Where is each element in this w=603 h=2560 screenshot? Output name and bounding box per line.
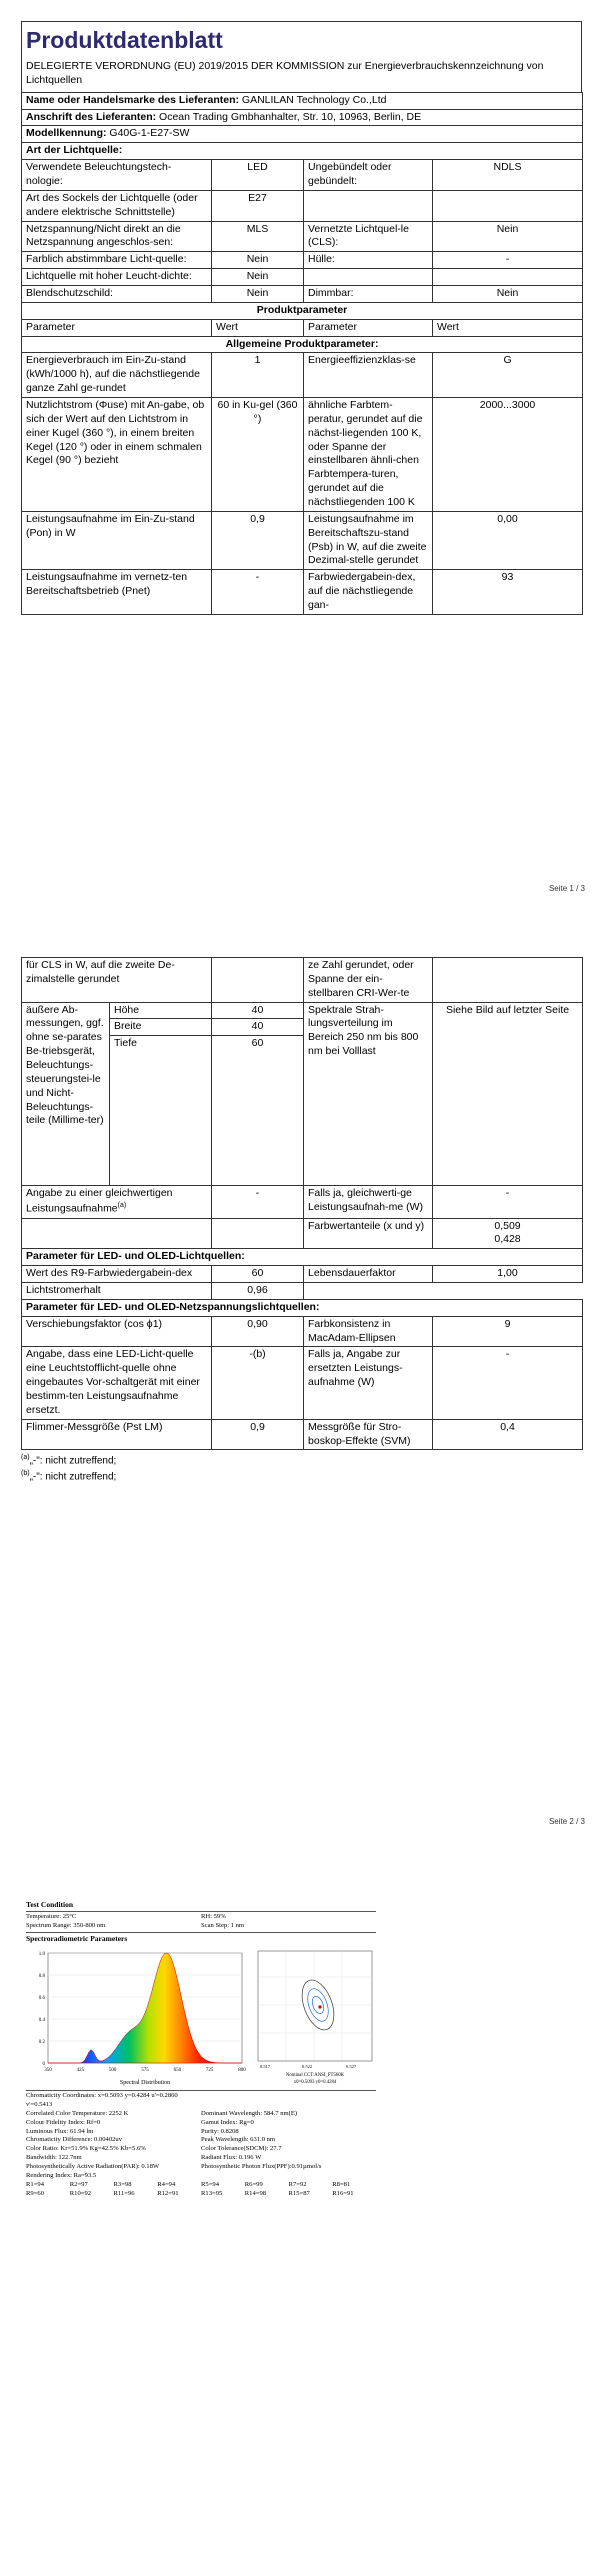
chart-area xyxy=(26,1947,376,2087)
pnet-value: - xyxy=(212,570,304,615)
product-params-heading: Produktparameter xyxy=(22,302,583,319)
spec-value: Purity: 0.8208 xyxy=(201,2127,239,2135)
spec-line xyxy=(26,2172,376,2181)
spec-line xyxy=(26,2145,376,2154)
cct-label: ähnliche Farbtem-peratur, gerundet auf die nächst-liegenden 100 K, oder Spanne der einstellbaren ähnli-chen Farbtempera-turen, gerundet auf die nächstliegenden 100 K xyxy=(304,397,433,511)
glare-label: Blendschutzschild: xyxy=(22,285,212,302)
r-index: R11=96 xyxy=(113,2189,135,2197)
r-index: R9=60 xyxy=(26,2189,45,2197)
spec-value xyxy=(201,2172,376,2181)
table-row xyxy=(22,221,583,252)
spec-value: Photosynthetically Active Radiation(PAR): 0.18W xyxy=(26,2163,160,2171)
cri-value: 93 xyxy=(433,570,583,615)
flux-value: 60 in Ku-gel (360 °) xyxy=(212,397,304,511)
chroma-values xyxy=(433,1218,583,1249)
flicker-label: Flimmer-Messgröße (Pst LM) xyxy=(22,1419,212,1450)
psb-value: 0,00 xyxy=(433,511,583,569)
cie-caption: Nominal CCT:ANSI_FT560K xyxy=(285,2073,345,2079)
unbundled-label: Ungebündelt oder gebündelt: xyxy=(304,160,433,191)
spec-line xyxy=(26,2128,376,2137)
cls-value: Nein xyxy=(433,221,583,252)
scan-step: Scan Step: 1 nm xyxy=(201,1922,245,1930)
footnote-a-text: „-": nicht zutreffend; xyxy=(29,1455,117,1467)
width-value: 40 xyxy=(212,1019,304,1036)
footnote-b-text: „-": nicht zutreffend; xyxy=(29,1471,117,1483)
spd-value: Siehe Bild auf letzter Seite xyxy=(433,1002,583,1186)
x-tick-label: 500 xyxy=(108,2068,117,2074)
spec-line xyxy=(26,2119,376,2128)
tunable-label: Farblich abstimmbare Licht-quelle: xyxy=(22,252,212,269)
table-row xyxy=(22,1266,583,1283)
spectral-report xyxy=(26,1900,376,2199)
equiv-label-text: Angabe zu einer gleichwertigen Leistungsaufnahme xyxy=(26,1187,173,1215)
y-tick-label: 0.6 xyxy=(38,1996,45,2002)
cie-tick-2: 0.527 xyxy=(346,2064,357,2070)
footnote-b-mark: (b) xyxy=(21,1470,30,1478)
page-title: Produktdatenblatt xyxy=(26,27,223,53)
cct-value: 2000...3000 xyxy=(433,397,583,511)
table-row xyxy=(22,285,583,302)
spec-value xyxy=(201,2092,376,2110)
table-row xyxy=(22,1282,583,1299)
cie-diagram xyxy=(254,1947,376,2087)
x-tick-label: 800 xyxy=(238,2068,246,2074)
spec-value: Gamut Index: Rg=0 xyxy=(201,2118,254,2126)
cie-tick-1: 0.522 xyxy=(302,2064,313,2070)
y-tick-label: 1.0 xyxy=(38,1952,45,1958)
footnotes xyxy=(21,1453,582,1485)
svm-value: 0,4 xyxy=(433,1419,583,1450)
dimmable-value: Nein xyxy=(433,285,583,302)
equiv-value: - xyxy=(212,1186,304,1218)
spec-line xyxy=(26,2136,376,2145)
supplier-name-label: Name oder Handelsmarke des Lieferanten: xyxy=(26,93,239,106)
r-index: R8=81 xyxy=(332,2180,351,2188)
x-tick-label: 575 xyxy=(141,2068,149,2074)
r-index: R2=97 xyxy=(69,2180,88,2188)
cie-tick-0: 0.517 xyxy=(260,2064,271,2070)
supplier-address-row xyxy=(22,109,583,126)
envelope-label: Hülle: xyxy=(304,252,433,269)
r-index: R6=99 xyxy=(244,2180,263,2188)
x-tick-label: 350 xyxy=(44,2068,52,2074)
supplier-address-label: Anschrift des Lieferanten: xyxy=(26,110,157,123)
column-header-row xyxy=(22,319,583,336)
model-value: G40G-1-E27-SW xyxy=(109,127,190,140)
r-index: R13=95 xyxy=(201,2189,223,2197)
light-source-heading-row xyxy=(22,143,583,160)
tunable-value: Nein xyxy=(212,252,304,269)
table-row xyxy=(22,269,583,286)
chroma-x: 0,509 xyxy=(494,1219,521,1232)
spec-value: Colour Fidelity Index: Rf=0 xyxy=(26,2118,101,2126)
spectral-parameter-list xyxy=(26,2092,376,2181)
spec-value: Correlated Color Temperature: 2252 K xyxy=(26,2109,129,2117)
cie-caption-2: x0=0.5093 y0=0.4284 xyxy=(293,2080,337,2086)
replace-value: -(b) xyxy=(212,1347,304,1419)
table-row xyxy=(22,1002,583,1019)
led-heading-row xyxy=(22,1249,583,1266)
col-value-2: Wert xyxy=(433,319,583,336)
r9-value: 60 xyxy=(212,1266,304,1283)
maint-label: Lichtstromerhalt xyxy=(22,1282,212,1299)
spectral-distribution-chart xyxy=(26,1947,248,2087)
dims-label: äußere Ab-messungen, ggf. ohne se-parates Be-triebsgerät, Beleuchtungs-steuerungstei-le und Nicht-Beleuchtungs-teile (Millime-ter) xyxy=(22,1002,110,1186)
maint-value: 0,96 xyxy=(212,1282,304,1299)
pon-value: 0,9 xyxy=(212,511,304,569)
rh: RH: 59% xyxy=(201,1913,226,1921)
model-label: Modellkennung: xyxy=(26,127,107,140)
col-value-1: Wert xyxy=(212,319,304,336)
spec-line xyxy=(26,2163,376,2172)
spec-value: Color Tolerance(SDCM): 27.7 xyxy=(201,2145,282,2153)
dimmable-label: Dimmbar: xyxy=(304,285,433,302)
spec-value: Peak Wavelength: 631.0 nm xyxy=(201,2136,276,2144)
cri-label: Farbwiedergabein-dex, auf die nächstliegende gan- xyxy=(304,570,433,615)
pnet-label: Leistungsaufnahme im vernetz-ten Bereitschaftsbetrieb (Pnet) xyxy=(22,570,212,615)
y-tick-label: 0.4 xyxy=(38,2018,45,2024)
mains-heading: Parameter für LED- und OLED-Netzspannungslichtquellen: xyxy=(22,1299,583,1316)
r-index: R1=94 xyxy=(26,2180,45,2188)
test-row-1 xyxy=(26,1913,376,1922)
table-row xyxy=(22,397,583,511)
spec-value: Rendering Index: Ra=93.5 xyxy=(26,2172,97,2180)
spec-value: Luminous Flux: 61.94 lm xyxy=(26,2127,94,2135)
chroma-y: 0,428 xyxy=(494,1233,521,1246)
col-param-2: Parameter xyxy=(304,319,433,336)
page-1 xyxy=(0,0,603,905)
r-index: R16=91 xyxy=(332,2189,354,2197)
product-params-heading-row xyxy=(22,302,583,319)
test-condition-title: Test Condition xyxy=(26,1900,74,1909)
x-tick-label: 425 xyxy=(76,2068,85,2074)
params-title: Spectroradiometric Parameters xyxy=(26,1933,128,1943)
chroma-label: Farbwertanteile (x und y) xyxy=(304,1218,433,1249)
page-number-2: Seite 2 / 3 xyxy=(548,1817,585,1826)
r-index: R4=94 xyxy=(157,2180,176,2188)
cri-label-cont: ze Zahl gerundet, oder Spanne der ein-stellbaren CRI-Wer-te xyxy=(304,958,433,1003)
table-row xyxy=(22,252,583,269)
measured-point xyxy=(318,2005,321,2008)
cls-label: Vernetzte Lichtquel-le (CLS): xyxy=(304,221,433,252)
table-row xyxy=(22,160,583,191)
r-index: R10=92 xyxy=(69,2189,92,2197)
flicker-value: 0,9 xyxy=(212,1419,304,1450)
spec-line xyxy=(26,2154,376,2163)
r-index: R7=92 xyxy=(288,2180,307,2188)
led-heading: Parameter für LED- und OLED-Lichtquellen: xyxy=(22,1249,583,1266)
macadam-value: 9 xyxy=(433,1316,583,1347)
table-row xyxy=(22,1419,583,1450)
col-param-1: Parameter xyxy=(22,319,212,336)
tech-label: Verwendete Beleuchtungstech-nologie: xyxy=(22,160,212,191)
energy-value: 1 xyxy=(212,353,304,398)
table-row xyxy=(22,1186,583,1218)
life-label: Lebensdauerfaktor xyxy=(304,1266,433,1283)
footnote-a-mark: (a) xyxy=(21,1454,30,1462)
replace-power-label: Falls ja, Angabe zur ersetzten Leistungs-aufnahme (W) xyxy=(304,1347,433,1419)
spec-value: Chromaticity Difference: 0.00402uv xyxy=(26,2136,123,2144)
datasheet-table-1 xyxy=(21,92,583,615)
highlum-label: Lichtquelle mit hoher Leucht-dichte: xyxy=(22,269,212,286)
table-row xyxy=(22,958,583,1003)
table-row xyxy=(22,1347,583,1419)
eec-value: G xyxy=(433,353,583,398)
r-index: R15=87 xyxy=(288,2189,310,2197)
spec-line xyxy=(26,2110,376,2119)
light-source-heading: Art der Lichtquelle: xyxy=(22,143,583,160)
psb-label: Leistungsaufnahme im Bereitschaftszu-stand (Psb) in W, auf die zweite Dezimal-stelle gerundet xyxy=(304,511,433,569)
spd-label: Spektrale Strah-lungsverteilung im Bereich 250 nm bis 800 nm bei Volllast xyxy=(304,1002,433,1186)
energy-label: Energieverbrauch im Ein-Zu-stand (kWh/1000 h), auf die nächstliegende ganze Zahl ge-rundet xyxy=(22,353,212,398)
page-number-1: Seite 1 / 3 xyxy=(548,884,585,893)
eec-label: Energieeffizienzklas-se xyxy=(304,353,433,398)
replace-power-value: - xyxy=(433,1347,583,1419)
pf-value: 0,90 xyxy=(212,1316,304,1347)
equiv-power-label: Falls ja, gleichwerti-ge Leistungsaufnah-me (W) xyxy=(304,1186,433,1218)
replace-label: Angabe, dass eine LED-Licht-quelle eine Leuchtstofflicht-quelle ohne eingebautes Vor-schaltgerät mit einer bestimm-ten Leistungsaufnahme ersetzt. xyxy=(22,1347,212,1419)
regulation-subtitle: DELEGIERTE VERORDNUNG (EU) 2019/2015 DER KOMMISSION zur Energieverbrauchskennzeichnung von Lichtquellen xyxy=(26,60,544,87)
spec-value: Dominant Wavelength: 584.7 nm(E) xyxy=(201,2109,298,2117)
depth-label: Tiefe xyxy=(110,1036,212,1186)
spec-value: Color Ratio: Kr=51.9% Kg=42.5% Kb=5.6% xyxy=(26,2145,146,2153)
life-value: 1,00 xyxy=(433,1266,583,1283)
x-caption: Spectral Distribution xyxy=(119,2080,171,2087)
supplier-name-row xyxy=(22,92,583,109)
mains-heading-row xyxy=(22,1299,583,1316)
svm-label: Messgröße für Stro-boskop-Effekte (SVM) xyxy=(304,1419,433,1450)
table-row xyxy=(22,190,583,221)
general-heading-row xyxy=(22,336,583,353)
pf-label: Verschiebungsfaktor (cos ϕ1) xyxy=(22,1316,212,1347)
spec-value: Chromaticity Coordinates: x=0.5093 y=0.4284 u'=0.2860 v'=0.5413 xyxy=(26,2092,178,2108)
r-index: R5=94 xyxy=(201,2180,220,2188)
unbundled-value: NDLS xyxy=(433,160,583,191)
macadam-label: Farbkonsistenz in MacAdam-Ellipsen xyxy=(304,1316,433,1347)
height-label: Höhe xyxy=(110,1002,212,1019)
table-row xyxy=(22,1316,583,1347)
test-row-2 xyxy=(26,1922,376,1931)
table-row xyxy=(22,511,583,569)
x-tick-label: 725 xyxy=(205,2068,214,2074)
table-row xyxy=(22,353,583,398)
table-row xyxy=(22,1218,583,1249)
equiv-label: Angabe zu einer gleichwertigen Leistungsaufnahme$^{(a)}$ xyxy=(22,1186,212,1218)
glare-value: Nein xyxy=(212,285,304,302)
r-index: R12=91 xyxy=(157,2189,179,2197)
r-index: R3=98 xyxy=(113,2180,132,2188)
page-2 xyxy=(0,955,603,1845)
r-index: R14=98 xyxy=(244,2189,267,2197)
flux-label: Nutzlichtstrom (Φuse) mit An-gabe, ob sich der Wert auf den Lichtstrom in einer Kugel (360 °), in einem breiten Kegel (120 °) oder in einem schmalen Kegel (90 °) bezieht xyxy=(22,397,212,511)
pon-label: Leistungsaufnahme im Ein-Zu-stand (Pon) in W xyxy=(22,511,212,569)
pnet-label-cont: für CLS in W, auf die zweite De-zimalstelle gerundet xyxy=(22,958,212,1003)
spectrum-range: Spectrum Range: 350-800 nm xyxy=(26,1922,106,1930)
y-tick-label: 0.8 xyxy=(38,1974,45,1980)
tech-value: LED xyxy=(212,160,304,191)
y-tick-label: 0.2 xyxy=(38,2040,45,2046)
rendering-indices xyxy=(26,2181,376,2199)
supplier-name-value: GANLILAN Technology Co.,Ltd xyxy=(241,93,387,106)
table-row xyxy=(22,570,583,615)
footnote-b xyxy=(21,1469,582,1485)
mains-label: Netzspannung/Nicht direkt an die Netzspannung angeschlos-sen: xyxy=(22,221,212,252)
equiv-power-value: - xyxy=(433,1186,583,1218)
envelope-value: - xyxy=(433,252,583,269)
general-heading: Allgemeine Produktparameter: xyxy=(22,336,583,353)
x-tick-label: 650 xyxy=(173,2068,182,2074)
height-value: 40 xyxy=(212,1002,304,1019)
depth-value: 60 xyxy=(212,1036,304,1186)
width-label: Breite xyxy=(110,1019,212,1036)
socket-value: E27 xyxy=(212,190,304,221)
datasheet-table-2 xyxy=(21,957,583,1450)
highlum-value: Nein xyxy=(212,269,304,286)
temperature: Temperature: 25°C xyxy=(26,1913,77,1921)
y-tick-label: 0 xyxy=(42,2062,45,2068)
mains-value: MLS xyxy=(212,221,304,252)
spec-value: Bandwidth: 122.7nm xyxy=(26,2154,82,2162)
spec-value: Photosynthetic Photon Flux(PPF):0.91µmol/s xyxy=(201,2163,322,2171)
supplier-address-value: Ocean Trading Gmbhanhalter, Str. 10, 10963, Berlin, DE xyxy=(159,110,422,123)
r9-label: Wert des R9-Farbwiedergabein-dex xyxy=(22,1266,212,1283)
socket-label: Art des Sockels der Lichtquelle (oder andere elektrische Schnittstelle) xyxy=(22,190,212,221)
footnote-a xyxy=(21,1453,582,1469)
model-row xyxy=(22,126,583,143)
document-header xyxy=(21,21,582,92)
spec-value: Radiant Flux: 0.196 W xyxy=(201,2154,262,2162)
spectral-curve xyxy=(48,1953,242,2063)
spec-line xyxy=(26,2092,376,2110)
